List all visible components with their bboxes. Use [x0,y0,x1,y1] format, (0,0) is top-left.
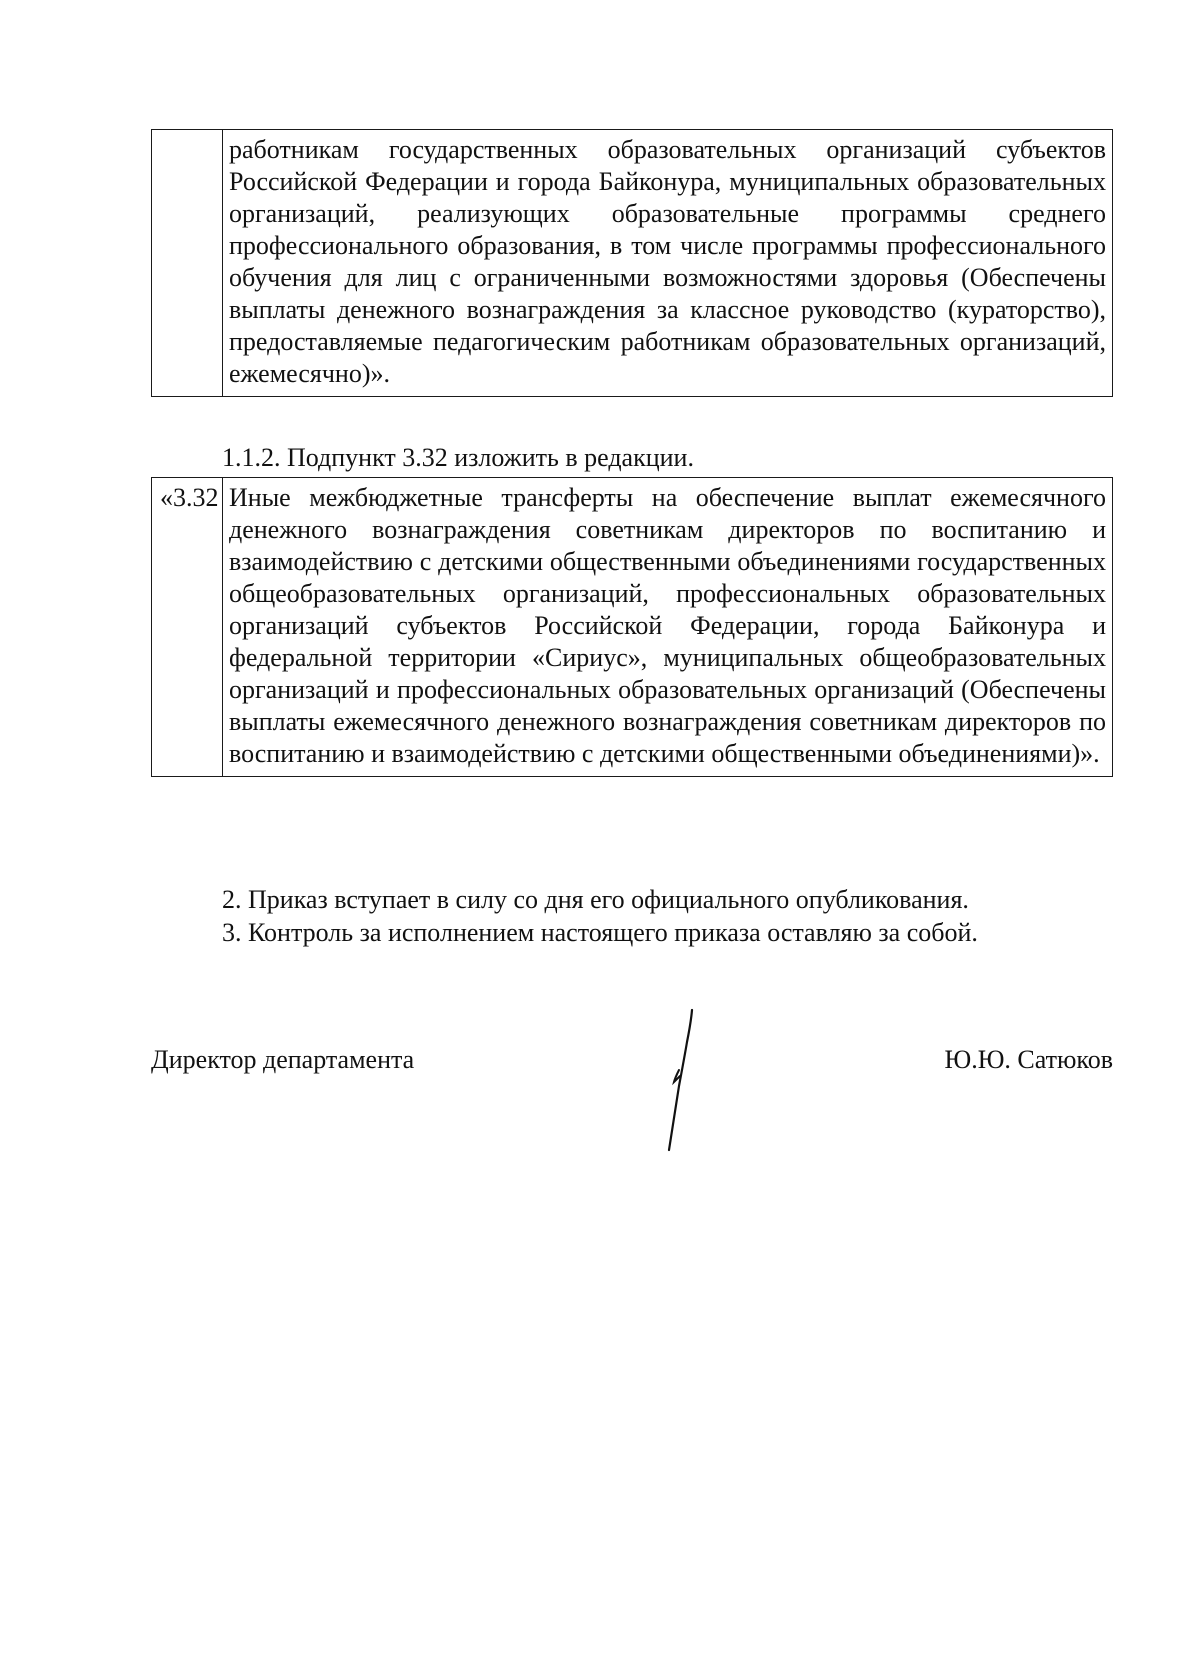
table-row [152,478,1113,777]
row-number-cell: «3.32 [152,478,223,777]
budget-table-continuation [151,129,1113,397]
order-item-2: 2. Приказ вступает в силу со дня его официального опубликования. [222,885,969,914]
amendment-instruction: 1.1.2. Подпункт 3.32 изложить в редакции. [222,443,694,472]
table-row [152,130,1113,397]
row-number-cell [152,130,223,397]
handwritten-signature [655,1008,715,1158]
row-text-cell: Иные межбюджетные трансферты на обеспечение выплат ежемесячного денежного вознаграждения советникам директоров по воспитанию и взаимодействию с детскими общественными объединениями государственных общеобразовательных организаций, профессиональных образовательных организаций субъектов Российской Федерации, города Байконура и федеральной территории «Сириус», муниципальных общеобразовательных организаций и профессиональных образовательных организаций (Обеспечены выплаты ежемесячного денежного вознаграждения советникам директоров по воспитанию и взаимодействию с детскими общественными объединениями)». [223,478,1113,777]
row-text-cell: работникам государственных образовательных организаций субъектов Российской Федерации и города Байконура, муниципальных образовательных организаций, реализующих образовательные программы среднего профессионального образования, в том числе программы профессионального обучения для лиц с ограниченными возможностями здоровья (Обеспечены выплаты денежного вознаграждения за классное руководство (кураторство), предоставляемые педагогическим работникам образовательных организаций, ежемесячно)». [223,130,1113,397]
order-item-3: 3. Контроль за исполнением настоящего приказа оставляю за собой. [222,918,978,947]
signatory-name: Ю.Ю. Сатюков [944,1045,1113,1074]
budget-table-item-3-32 [151,477,1113,777]
signatory-title: Директор департамента [151,1045,415,1074]
